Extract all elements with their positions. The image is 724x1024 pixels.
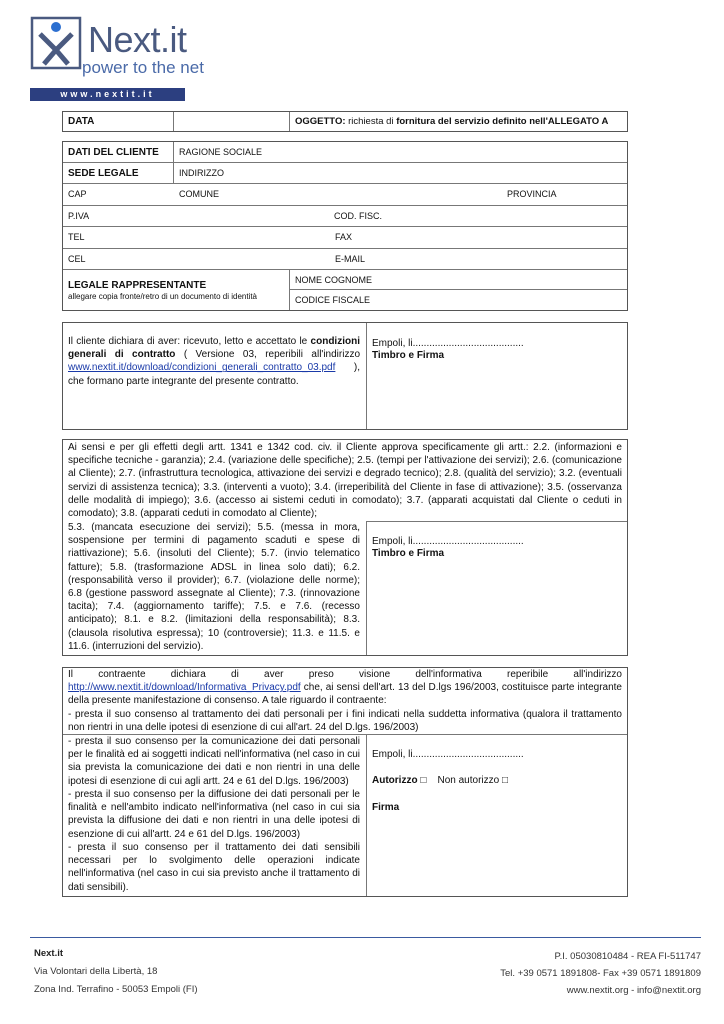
section2-stamp-signature[interactable]: Timbro e Firma: [372, 548, 445, 559]
nextit-logo-icon: [30, 16, 86, 72]
section1-place-date[interactable]: Empoli, li........................................: [372, 338, 524, 349]
consent-item-diffusione: - presta il suo consenso per la diffusione dei dati personali per le finalità e nell'ambito indicato nell'informativa (nel caso in cui sia prevista la diffusione dei dati e non rientri in una delle ipotesi di esenzione di cui all'artt. 24 e 61 del D.lgs. 196/2003): [68, 789, 360, 840]
section3-signature[interactable]: Firma: [372, 802, 400, 813]
logo-tagline: power to the net: [82, 58, 204, 77]
consent-item-trattamento: - presta il suo consenso al trattamento dei dati personali per i fini indicati nella suddetta informativa (qualora il trattamento non rientri in una delle ipotesi di esenzione di cui all'art. 24 del D.lgs. 196/2003): [68, 709, 622, 734]
ragione-sociale-field[interactable]: RAGIONE SOCIALE: [174, 142, 627, 163]
privacy-intro: [68, 668, 622, 708]
piva-codfisc-row[interactable]: [63, 206, 627, 227]
section2-divider: [366, 521, 367, 655]
sede-legale-label: SEDE LEGALE: [63, 163, 174, 184]
condizioni-text-bold: condizioni generali di contratto: [68, 336, 360, 361]
approvazione-clausole-section: [62, 439, 628, 656]
fax-label: FAX: [335, 232, 353, 242]
section2-split: [366, 521, 627, 522]
oggetto-text-pre: richiesta di: [345, 116, 397, 127]
privacy-link[interactable]: http://www.nextit.it/download/Informativa_Privacy.pdf: [68, 682, 301, 694]
legale-rappresentante-label: LEGALE RAPPRESENTANTE: [68, 280, 207, 291]
footer-company: Next.it: [34, 948, 64, 959]
consent-options: [372, 775, 508, 786]
cod-fisc-label: COD. FISC.: [334, 211, 383, 221]
cel-label: CEL: [68, 254, 86, 264]
footer-address-1: Via Volontari della Libertà, 18: [34, 966, 158, 977]
condizioni-text-post: ), che formano parte integrante del presente contratto.: [68, 362, 360, 387]
tel-label: TEL: [68, 232, 85, 242]
footer-divider: [30, 937, 701, 938]
footer-phone-fax: Tel. +39 0571 1891808- Fax +39 0571 1891809: [500, 968, 701, 979]
comune-label: COMUNE: [179, 189, 219, 199]
non-autorizzo-checkbox[interactable]: □: [501, 775, 509, 786]
company-logo: [30, 16, 230, 80]
footer-address-2: Zona Ind. Terrafino - 50053 Empoli (FI): [34, 984, 198, 995]
section3-place-date[interactable]: Empoli, li........................................: [372, 749, 524, 760]
data-label: DATA: [63, 112, 174, 131]
section2-place-date[interactable]: Empoli, li........................................: [372, 536, 524, 547]
dati-cliente-label: DATI DEL CLIENTE: [63, 142, 174, 163]
tel-fax-row[interactable]: [63, 227, 627, 249]
email-label: E-MAIL: [335, 254, 366, 264]
footer-web-email[interactable]: www.nextit.org - info@nextit.org: [566, 985, 701, 996]
website-bar: www.nextit.it: [30, 88, 185, 101]
section3-divider: [366, 734, 367, 896]
logo-name: Next.it: [88, 19, 187, 60]
legale-rappresentante-note: allegare copia fronte/retro di un documento di identità: [68, 292, 258, 301]
section1-divider: [366, 323, 367, 429]
legale-rappresentante-cell: [63, 270, 290, 310]
codice-fiscale-field[interactable]: CODICE FISCALE: [295, 295, 371, 305]
autorizzo-checkbox[interactable]: □: [420, 775, 427, 786]
autorizzo-label: Autorizzo: [372, 775, 418, 786]
client-data-table: [62, 141, 628, 311]
oggetto-field: [290, 112, 627, 131]
consent-item-sensibili: - presta il suo consenso per il trattamento dei dati sensibili necessari per lo svolgimento delle operazioni indicate nell'informativa (nel caso in cui sia previsto anche il trattamento di dati sensibili).: [68, 842, 360, 893]
indirizzo-field[interactable]: INDIRIZZO: [174, 163, 627, 184]
condizioni-link[interactable]: www.nextit.it/download/condizioni_generali_contratto_03.pdf: [68, 362, 336, 374]
footer-registration: P.I. 05030810484 - REA FI-511747: [554, 951, 701, 962]
nome-cognome-field[interactable]: NOME COGNOME: [290, 270, 627, 290]
condizioni-text: [68, 335, 360, 388]
cap-comune-provincia-row[interactable]: [63, 184, 627, 206]
non-autorizzo-label: Non autorizzo: [437, 775, 500, 786]
clausole-intro: Ai sensi e per gli effetti degli artt. 1341 e 1342 cod. civ. il Cliente approva specificamente gli artt.: 2.2. (informazioni e specifiche tecniche - garanzia); 2.4. (variazione delle specifiche); 2.5. (tempi per l'attivazione dei servizi); 2.6. (comunicazione al Cliente); 2.7. (infrastruttura tecnologica, attivazione dei servizi e degrado tecnico); 2.8. (qualità del servizio); 3.2. (eventuali servizi di assistenza tecnica); 3.3. (interventi a vuoto); 3.4. (irreperibilità del Cliente in fase di attivazione); 3.5. (osservanza delle modalità di impiego); 3.6. (accesso ai sistemi ceduti in comodato); 3.7. (apparati acquistati dal Cliente o ceduti in comodato); 3.8. (apparati ceduti in comodato al Cliente);: [68, 442, 622, 520]
oggetto-text-bold: fornitura del servizio definito nell'ALLEGATO A: [396, 116, 609, 127]
condizioni-text-pre: Il cliente dichiara di aver: ricevuto, letto e accettato le: [68, 336, 311, 347]
condizioni-generali-section: [62, 322, 628, 430]
privacy-intro-pre: Il contraente dichiara di aver preso visione dell'informativa reperibile all'indirizzo: [68, 669, 622, 680]
privacy-consent-section: [62, 667, 628, 897]
header-row-table: [62, 111, 628, 132]
provincia-label: PROVINCIA: [507, 189, 557, 199]
privacy-intro-post: che, ai sensi dell'art. 13 del D.lgs 196/2003, costituisce parte integrante della presente manifestazione di consenso. A tale riguardo il contraente:: [68, 682, 622, 707]
oggetto-label: OGGETTO:: [295, 116, 346, 127]
condizioni-text-mid: ( Versione 03, reperibili all'indirizzo: [175, 349, 361, 361]
cap-label: CAP: [68, 189, 87, 199]
data-field[interactable]: [174, 112, 290, 131]
section1-stamp-signature[interactable]: Timbro e Firma: [372, 350, 445, 361]
clausole-continued: 5.3. (mancata esecuzione dei servizi); 5.5. (messa in mora, sospensione per termini di pagamento scaduti e spese di riattivazione); 5.6. (insoluti del Cliente); 5.7. (invio telematico fatture); 5.8. (trasformazione ADSL in linea solo dati); 6.2. (responsabilità verso il provider); 6.7. (violazione delle norme); 6.8 (gestione password assegnate al Cliente); 7.3. (rinnovazione tacita); 7.4. (aggiornamento tariffe); 7.5. e 7.6. (recesso anticipato); 8.1. e 8.2. (limitazioni della responsabilità); 8.3. (clausola risolutiva espressa); 10 (controversie); 11.3. e 11.5. e 11.6. (interruzioni del servizio).: [68, 522, 360, 652]
cel-email-row[interactable]: [63, 249, 627, 270]
piva-label: P.IVA: [68, 211, 90, 221]
consent-item-comunicazione: - presta il suo consenso per la comunicazione dei dati personali per le finalità ed ai soggetti indicati nell'informativa (nel caso in cui sia prevista la comunicazione dei dati e non rientri in una delle ipotesi di esenzione di cui agli artt. 24 e 61 del D.lgs. 196/2003): [68, 736, 360, 787]
